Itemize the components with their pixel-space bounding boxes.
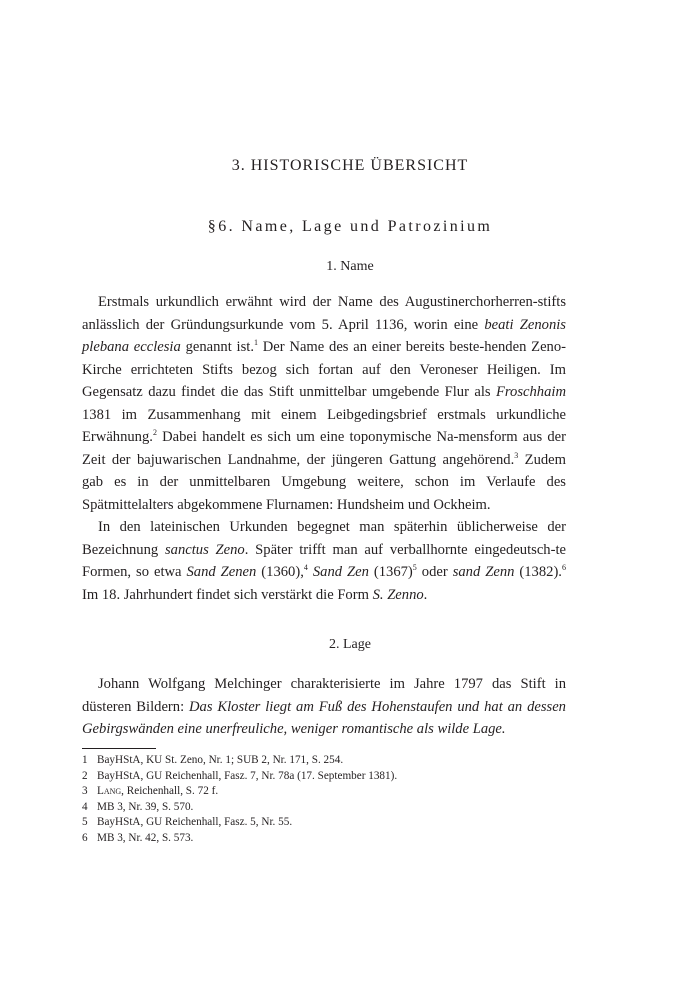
- footnote-ref[interactable]: 6: [561, 563, 566, 572]
- subsection-title-name: 1. Name: [326, 259, 374, 274]
- footnote: [82, 784, 566, 800]
- footnote-number: 3: [82, 785, 88, 798]
- footnote-ref[interactable]: 5: [412, 563, 417, 572]
- subsection-title-lage: 2. Lage: [329, 637, 371, 652]
- footnote: [82, 815, 566, 831]
- footnote: [82, 831, 566, 847]
- footnote: [82, 800, 566, 816]
- footnote-number: 2: [82, 769, 88, 782]
- footnotes: [82, 753, 566, 847]
- footnote-number: 1: [82, 754, 88, 766]
- footnote-ref[interactable]: 2: [152, 428, 157, 437]
- footnote-ref[interactable]: 1: [253, 338, 258, 347]
- footnote-number: 6: [82, 831, 88, 844]
- footnote-number: 4: [82, 800, 88, 813]
- footnote-text: BayHStA, GU Reichenhall, Fasz. 7, Nr. 78a (17. September 1381).: [97, 769, 398, 782]
- chapter-title: 3. HISTORISCHE ÜBERSICHT: [231, 157, 469, 174]
- footnote-text: , Reichenhall, S. 72 f.: [121, 785, 219, 798]
- footnote-author: Lang: [97, 785, 122, 798]
- section-name-body: [82, 291, 566, 606]
- footnote-ref[interactable]: 3: [514, 450, 519, 460]
- footnote: [82, 753, 566, 769]
- footnote-divider: [82, 748, 156, 749]
- footnote: [82, 769, 566, 785]
- footnote-number: 5: [82, 816, 88, 829]
- paragraph: Johann Wolfgang Melchinger charakterisierte im Jahre 1797 das Stift in düsteren Bildern: Das Kloster liegt am Fuß des Hohenstaufen und hat an dessen Gebirgswänden eine unerfreuliche, weniger romantische als wilde Lage.: [82, 676, 566, 737]
- footnote-text: BayHStA, KU St. Zeno, Nr. 1; SUB 2, Nr. 171, S. 254.: [97, 754, 344, 766]
- footnote-text: MB 3, Nr. 42, S. 573.: [97, 831, 194, 844]
- footnote-text: MB 3, Nr. 39, S. 570.: [97, 800, 194, 813]
- paragraph: In den lateinischen Urkunden begegnet man späterhin üblicherweise der Bezeichnung sanctus Zeno. Später trifft man auf verballhornte eingedeutsch-te Formen, so etwa Sand Zenen (1360),$^4$ Sand Zen $(1367)^5$ oder sand Zenn (1382).$^6$ Im 18. Jahrhundert findet sich verstärkt die Form S. Zenno.: [82, 519, 566, 603]
- footnote-ref[interactable]: 4: [303, 563, 308, 572]
- paragraph: Erstmals urkundlich erwähnt wird der Name des Augustinerchorherren-stifts anlässlich der Gründungsurkunde vom 5. April 1136, worin eine beati Zenonis plebana ecclesia genannt ist.$^1$ Der Name des an einer bereits beste-henden Zeno-Kirche errichteten Stifts bezog sich fortan auf den Veroneser Heiligen. Im Gegensatz dazu findet die das Stift unmittelbar umgebende Flur als Froschhaim 1381 im Zusammenhang mit einem Leibgedingsbrief erstmals urkundliche Erwähnung.$^2$ Dabei handelt es sich um eine toponymische Na-mensform aus der Zeit der bajuwarischen Landnahme, der jüngeren Gattung angehörend.$^3$ Zudem gab es in der unmittelbaren Umgebung weitere, schon im Verlaufe des Spätmittelalters abgekommene Flurnamen: Hundsheim und Ockheim.: [82, 294, 566, 513]
- footnote-text: BayHStA, GU Reichenhall, Fasz. 5, Nr. 55.: [97, 816, 293, 829]
- section-title: §6. Name, Lage und Patrozinium: [207, 218, 493, 235]
- section-lage-body: [82, 673, 566, 741]
